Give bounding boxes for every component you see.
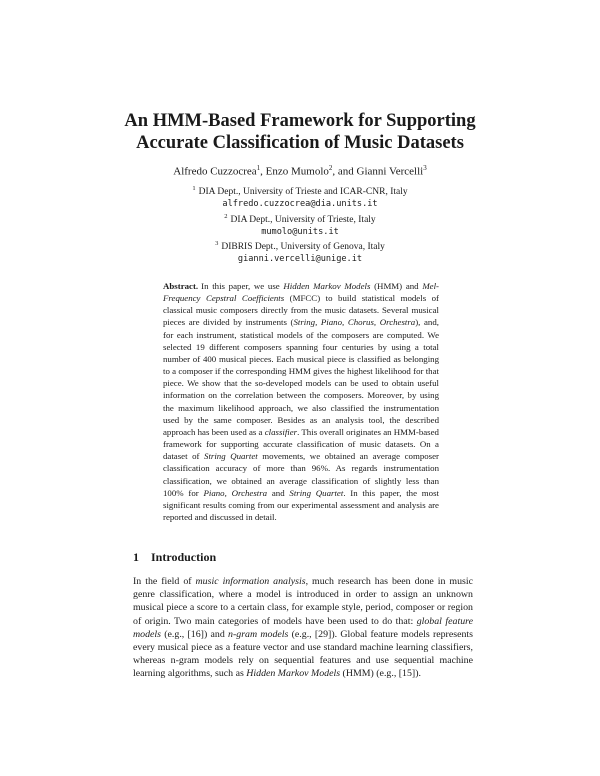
text-run: (e.g., [29]). Global feature models represents every musical piece as a feature vector and use standard machine learning classifiers, whereas n-gram models rely on sequential features and use sequential machine learning algorithms, such as [133,628,473,680]
paper-title [0,110,600,154]
text-run: (HMM) and [370,281,423,291]
affiliation-mark: 1 [192,185,196,192]
author-name: Enzo Mumolo [265,165,329,178]
affiliation-mark: 2 [224,212,228,220]
author-separator: , [260,165,266,178]
affiliation-text: DIA Dept., University of Trieste, Italy [230,214,376,225]
text-run: and [267,487,290,498]
italic-term: n-gram models [228,628,289,640]
text-run: . This overall originates an HMM-based framework for supporting accurate classification of music datasets. On a dataset of [163,426,439,462]
introduction-paragraph [133,575,473,681]
text-run: (e.g., [16]) and [160,628,229,640]
author-email: mumolo@units.it [261,226,339,237]
italic-term: Piano, Orchestra [203,487,268,498]
affiliation-text: DIBRIS Dept., University of Genova, Italy [221,242,385,253]
italic-term: music information analysis [195,576,306,587]
author-affil-mark: 2 [328,164,333,172]
author-affil-mark: 3 [423,164,427,172]
italic-term: classifier [264,426,298,437]
section-title: Introduction [151,550,217,564]
affiliation-mark: 3 [215,240,219,248]
italic-term: Mel-Frequency Cepstral Coefficients [163,281,440,304]
affiliation [0,238,600,253]
abstract-body [163,281,439,522]
text-run: In this paper, we use [201,281,284,291]
author-separator: , and [332,165,357,178]
section-heading [133,550,473,565]
title-line-2: Accurate Classification of Music Datasets [136,133,464,153]
abstract [163,280,439,523]
affiliation [0,183,600,198]
title-line-1: An HMM-Based Framework for Supporting [124,111,476,131]
text-run: . In this paper, the most significant results coming from our experimental assessment and analysis are reported and discussed in detail. [163,487,439,522]
text-run: In the field of [133,576,196,587]
author-affil-mark: 1 [256,164,261,172]
author-name: Alfredo Cuzzocrea [173,165,257,178]
italic-term: Hidden Markov Models [283,281,371,291]
text-run: ), and, for each instrument, statistical models of the composers are computed. We selected 19 different composers spanning four centuries by using a total number of 400 musical pieces. Each musical piece is classified as belonging to a composer if the corresponding HMM gives the highest likelihood for that piece. We show that the so-developed models can be used to obtain useful information on the correlation between the composers. Moreover, by using the maximum likelihood approach, we also classified the instrumentation used by the same composer. Besides as an analysis tool, the described approach has been used as a [163,317,439,437]
abstract-label: Abstract. [163,281,199,291]
text-run: (MFCC) to build statistical models of classical music composers directly from the music datasets. Several musical pieces are divided by instruments ( [163,293,439,328]
text-run: movements, we obtained an average composer classification accuracy of more than 96%. As regards instrumentation classification, we obtained an average classification of slightly less than 100% for [163,451,439,498]
author-list [0,164,600,178]
section-number: 1 [133,550,139,564]
author-email: alfredo.cuzzocrea@dia.units.it [222,199,378,210]
affiliation-text: DIA Dept., University of Trieste and ICAR-CNR, Italy [198,187,408,198]
affiliation [0,211,600,226]
author-email: gianni.vercelli@unige.it [237,254,363,265]
text-run: , much research has been done in music genre classification, where a model is introduced in order to assign an unknown musical piece a score to a certain class, for example style, period, composer or region of origin. Two main categories of models have been used to do that: [133,576,473,627]
author-name: Gianni Vercelli [356,165,424,178]
italic-term: String Quartet [289,487,344,498]
italic-term: global feature models [133,615,474,640]
italic-term: String Quartet [204,451,258,462]
italic-term: String, Piano, Chorus, Orchestra [293,317,416,328]
affiliation-list [0,183,600,266]
text-run: (HMM) (e.g., [15]). [340,668,421,680]
italic-term: Hidden Markov Models [246,668,341,680]
